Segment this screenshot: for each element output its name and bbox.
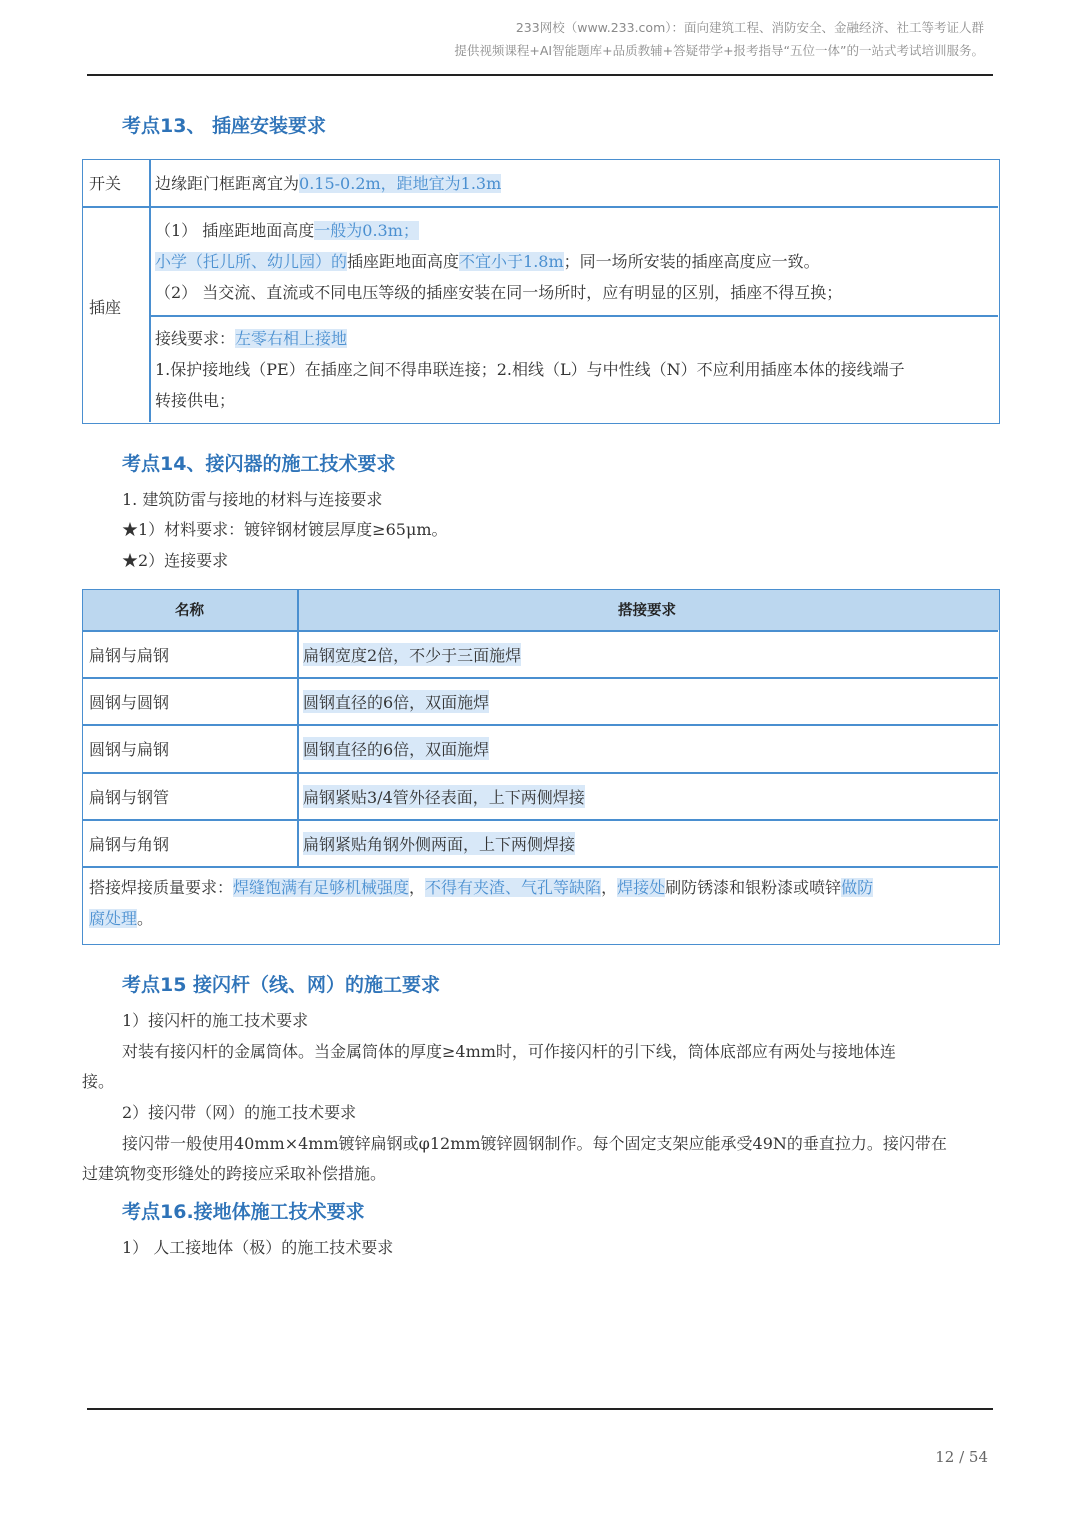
section-15-para-6: 过建筑物变形缝处的跨接应采取补偿措施。 bbox=[82, 1164, 387, 1183]
table-divider-horizontal bbox=[83, 772, 998, 774]
table-cell-name: 扁钢与钢管 bbox=[89, 788, 170, 807]
section-15-para-1: 1）接闪杆的施工技术要求 bbox=[122, 1011, 309, 1030]
table-cell-requirement: 扁钢紧贴角钢外侧两面，上下两侧焊接 bbox=[303, 832, 575, 855]
switch-text: 边缘距门框距离宜为0.15-0.2m，距地宜为1.3m bbox=[155, 174, 502, 193]
table-divider-horizontal bbox=[83, 206, 998, 208]
table-cell-requirement: 圆钢直径的6倍，双面施焊 bbox=[303, 737, 489, 760]
socket-rule-2: 小学（托儿所、幼儿园）的插座距地面高度不宜小于1.8m；同一场所安装的插座高度应一致。 bbox=[155, 252, 820, 271]
site-header bbox=[454, 16, 984, 62]
table-cell-name: 扁钢与角钢 bbox=[89, 835, 170, 854]
socket-rule-1: （1） 插座距地面高度一般为0.3m； bbox=[155, 221, 419, 240]
footer-rule bbox=[87, 1408, 993, 1410]
table-divider-horizontal bbox=[149, 315, 998, 317]
section-15-para-3: 接。 bbox=[82, 1072, 115, 1091]
table-divider-horizontal bbox=[83, 724, 998, 726]
table-cell-requirement: 扁钢宽度2倍，不少于三面施焊 bbox=[303, 643, 521, 666]
socket-rule-3: （2） 当交流、直流或不同电压等级的插座安装在同一场所时，应有明显的区别，插座不得互换； bbox=[155, 283, 843, 302]
socket-table bbox=[82, 159, 1000, 424]
section-15-para-5: 接闪带一般使用40mm×4mm镀锌扁钢或φ12mm镀锌圆钢制作。每个固定支架应能承受49N的垂直拉力。接闪带在 bbox=[122, 1134, 947, 1153]
page-number: 12 / 54 bbox=[935, 1448, 988, 1466]
table-cell-name: 扁钢与扁钢 bbox=[89, 646, 170, 665]
section-15-para-4: 2）接闪带（网）的施工技术要求 bbox=[122, 1103, 357, 1122]
table-divider-horizontal bbox=[83, 866, 998, 868]
header-line-1: 233网校（www.233.com）：面向建筑工程、消防安全、金融经济、社工等考证人群 bbox=[515, 20, 984, 35]
wiring-rule-1: 接线要求：左零右相上接地 bbox=[155, 329, 348, 348]
table-divider-horizontal bbox=[83, 819, 998, 821]
table-cell-name: 圆钢与圆钢 bbox=[89, 693, 170, 712]
section-13-title: 考点13、 插座安装要求 bbox=[122, 115, 327, 137]
table-cell-name: 圆钢与扁钢 bbox=[89, 740, 170, 759]
table-divider-vertical bbox=[149, 160, 151, 422]
table-divider-horizontal bbox=[83, 630, 998, 632]
section-15-title: 考点15 接闪杆（线、网）的施工要求 bbox=[122, 974, 441, 996]
header-rule bbox=[87, 74, 993, 76]
weld-quality-note: 搭接焊接质量要求：焊缝饱满有足够机械强度，不得有夹渣、气孔等缺陷，焊接处刷防锈漆和银粉漆或喷锌做防 腐处理。 bbox=[89, 878, 874, 928]
socket-label: 插座 bbox=[89, 298, 122, 317]
col-header-name: 名称 bbox=[175, 603, 204, 619]
weld-lap-table bbox=[82, 589, 1000, 945]
header-line-2: 提供视频课程+AI智能题库+品质教辅+答疑带学+报考指导“五位一体”的一站式考试培训服务。 bbox=[454, 43, 984, 58]
section-14-para-1: 1. 建筑防雷与接地的材料与连接要求 bbox=[122, 490, 383, 509]
section-14-para-2: ★1）材料要求：镀锌钢材镀层厚度≥65μm。 bbox=[122, 520, 448, 539]
table-cell-requirement: 圆钢直径的6倍，双面施焊 bbox=[303, 690, 489, 713]
section-14-para-3: ★2）连接要求 bbox=[122, 551, 229, 570]
table-cell-requirement: 扁钢紧贴3/4管外径表面，上下两侧焊接 bbox=[303, 785, 585, 808]
col-header-requirement: 搭接要求 bbox=[618, 603, 676, 619]
table-header-row bbox=[83, 590, 999, 630]
section-16-para-1: 1） 人工接地体（极）的施工技术要求 bbox=[122, 1238, 394, 1257]
section-16-title: 考点16.接地体施工技术要求 bbox=[122, 1201, 365, 1223]
table-divider-horizontal bbox=[83, 677, 998, 679]
wiring-rule-3: 转接供电； bbox=[155, 391, 236, 410]
section-15-para-2: 对装有接闪杆的金属筒体。当金属筒体的厚度≥4mm时，可作接闪杆的引下线，筒体底部应有两处与接地体连 bbox=[122, 1042, 896, 1061]
switch-label: 开关 bbox=[89, 174, 122, 193]
wiring-rule-2: 1.保护接地线（PE）在插座之间不得串联连接；2.相线（L）与中性线（N）不应利用插座本体的接线端子 bbox=[155, 360, 905, 379]
section-14-title: 考点14、接闪器的施工技术要求 bbox=[122, 453, 396, 475]
